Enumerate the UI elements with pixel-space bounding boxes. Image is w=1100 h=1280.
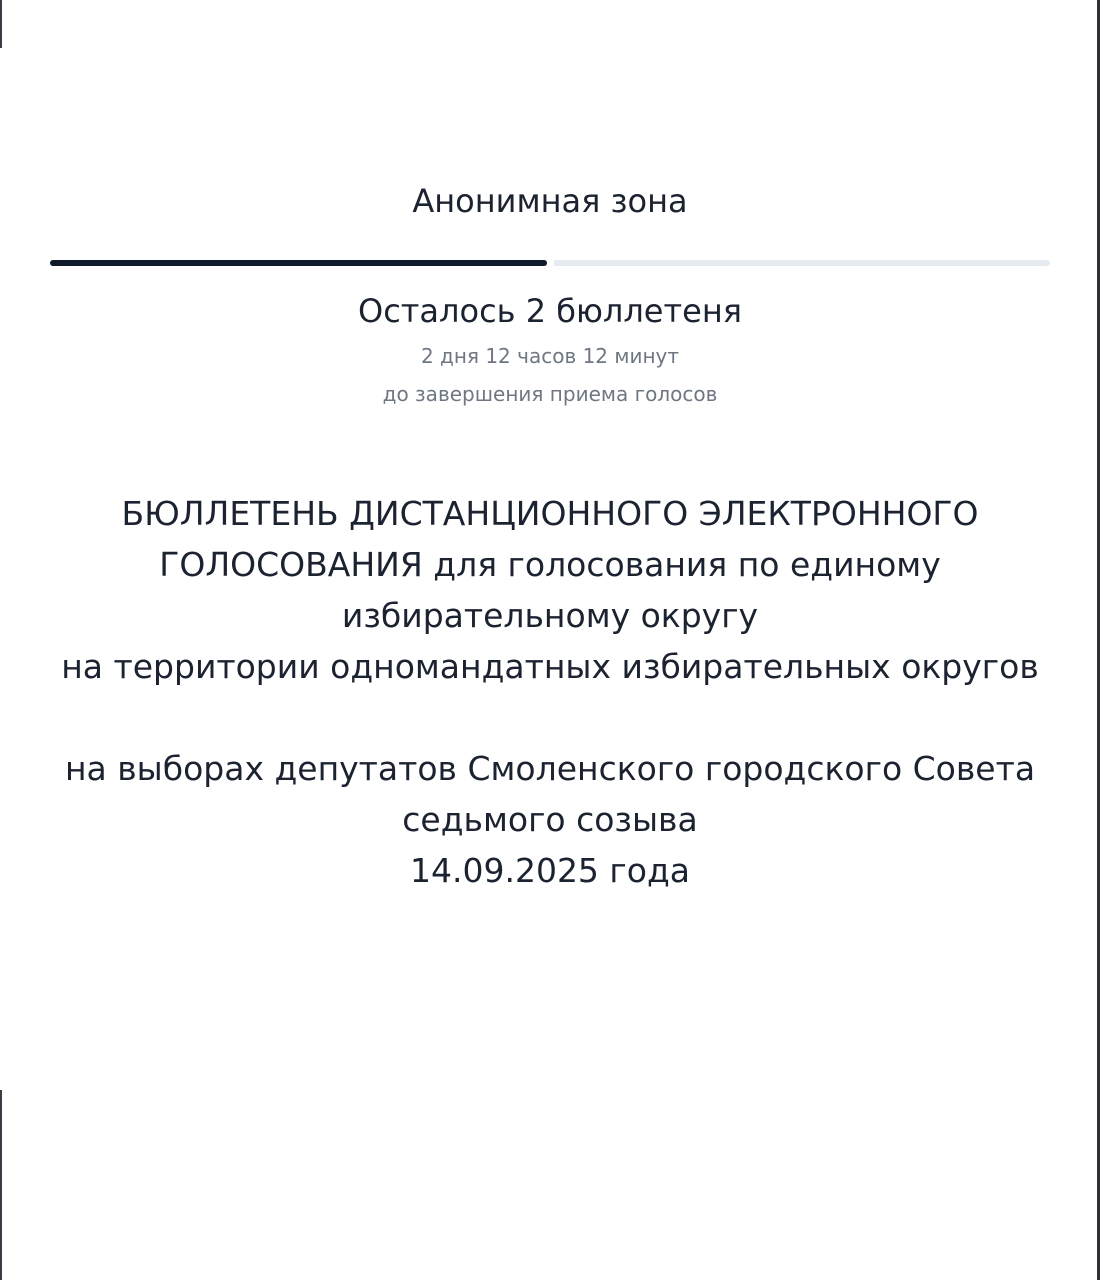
screen-edge-left	[0, 0, 2, 48]
ballot-title-line	[30, 488, 1070, 590]
screen-edge-left-bottom	[0, 1090, 2, 1280]
time-remaining-caption: до завершения приема голосов	[382, 382, 718, 406]
ballot-convocation-line: седьмого созыва	[402, 800, 698, 839]
ballot-district-line: избирательному округу	[341, 596, 759, 635]
ballot-date-line: 14.09.2025 года	[409, 851, 690, 890]
ballot-territory-line: на территории одномандатных избирательных округов	[61, 647, 1039, 686]
ballots-remaining: Осталось 2 бюллетеня	[358, 292, 742, 330]
progress-divider	[547, 260, 554, 266]
zone-title: Анонимная зона	[412, 182, 688, 220]
time-remaining: 2 дня 12 часов 12 минут	[420, 344, 680, 368]
ballot-progress-bar	[50, 260, 1050, 266]
ballot-heading	[30, 488, 1070, 896]
ballot-title-rest: для голосования по единому	[433, 545, 941, 584]
ballot-elections-line: на выборах депутатов Смоленского городского Совета	[64, 749, 1036, 788]
progress-fill	[50, 260, 547, 266]
ballot-spacer	[30, 692, 1070, 743]
ballot-title-caps: БЮЛЛЕТЕНЬ ДИСТАНЦИОННОГО ЭЛЕКТРОННОГО ГОЛОСОВАНИЯ	[121, 494, 979, 584]
